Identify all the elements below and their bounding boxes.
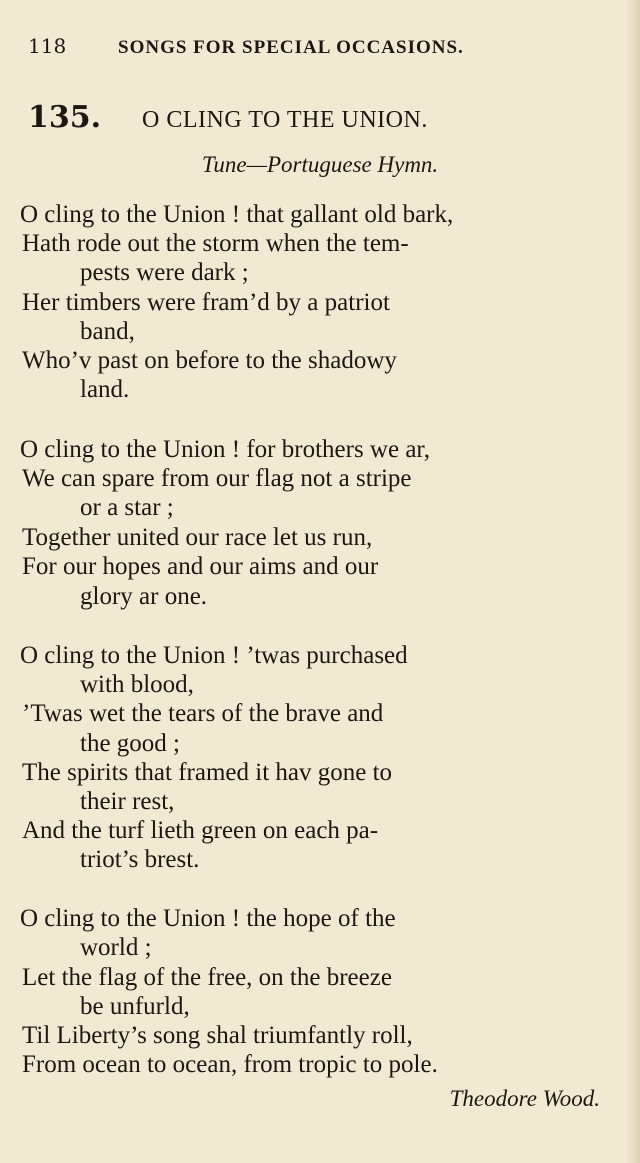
- verse-line: the good ;: [80, 730, 180, 757]
- verse-line: Let the flag of the free, on the breeze: [22, 964, 392, 991]
- verse-line: We can spare from our flag not a stripe: [22, 465, 412, 492]
- verse-line: Hath rode out the storm when the tem-: [22, 230, 409, 257]
- verse-line: The spirits that framed it hav gone to: [22, 759, 393, 786]
- verse-line: with blood,: [80, 671, 194, 698]
- verse-line: Together united our race let us run,: [22, 524, 373, 551]
- verse-line: O cling to the Union ! that gallant old bark,: [20, 201, 454, 228]
- verse-line: Who’v past on before to the shadowy: [22, 347, 397, 374]
- running-head-title: SONGS FOR SPECIAL OCCASIONS.: [118, 37, 464, 58]
- page-number: 118: [28, 34, 67, 58]
- hymn-heading: [28, 100, 608, 135]
- verse-line: O cling to the Union ! the hope of the: [20, 905, 396, 932]
- verse-line: Til Liberty’s song shal triumfantly roll,: [22, 1022, 413, 1049]
- author-attribution: Theodore Wood.: [449, 1086, 600, 1111]
- verse-line: be unfurld,: [80, 993, 190, 1020]
- verse-line: glory ar one.: [80, 583, 208, 610]
- verse-line: ’Twas wet the tears of the brave and: [22, 700, 384, 727]
- verse-line: Her timbers were fram’d by a patriot: [22, 289, 390, 316]
- verse-line: O cling to the Union ! for brothers we ar,: [20, 436, 430, 463]
- verse-line: land.: [80, 376, 130, 403]
- verse-line: triot’s brest.: [80, 846, 200, 873]
- verse-line: From ocean to ocean, from tropic to pole.: [22, 1051, 438, 1078]
- verse-line: O cling to the Union ! ’twas purchased: [20, 642, 408, 669]
- verse-line: or a star ;: [80, 494, 174, 521]
- hymn-number: 135.: [28, 100, 102, 135]
- verse-line: their rest,: [80, 788, 175, 815]
- hymn-title: O CLING TO THE UNION.: [142, 107, 428, 133]
- tune-line: Tune—Portuguese Hymn.: [201, 152, 439, 177]
- running-head: [28, 34, 588, 60]
- verse-line: world ;: [80, 934, 152, 961]
- verse-line: band,: [80, 318, 135, 345]
- verse-line: And the turf lieth green on each pa-: [22, 817, 379, 844]
- verse-line: pests were dark ;: [80, 259, 249, 286]
- verse-line: For our hopes and our aims and our: [22, 553, 379, 580]
